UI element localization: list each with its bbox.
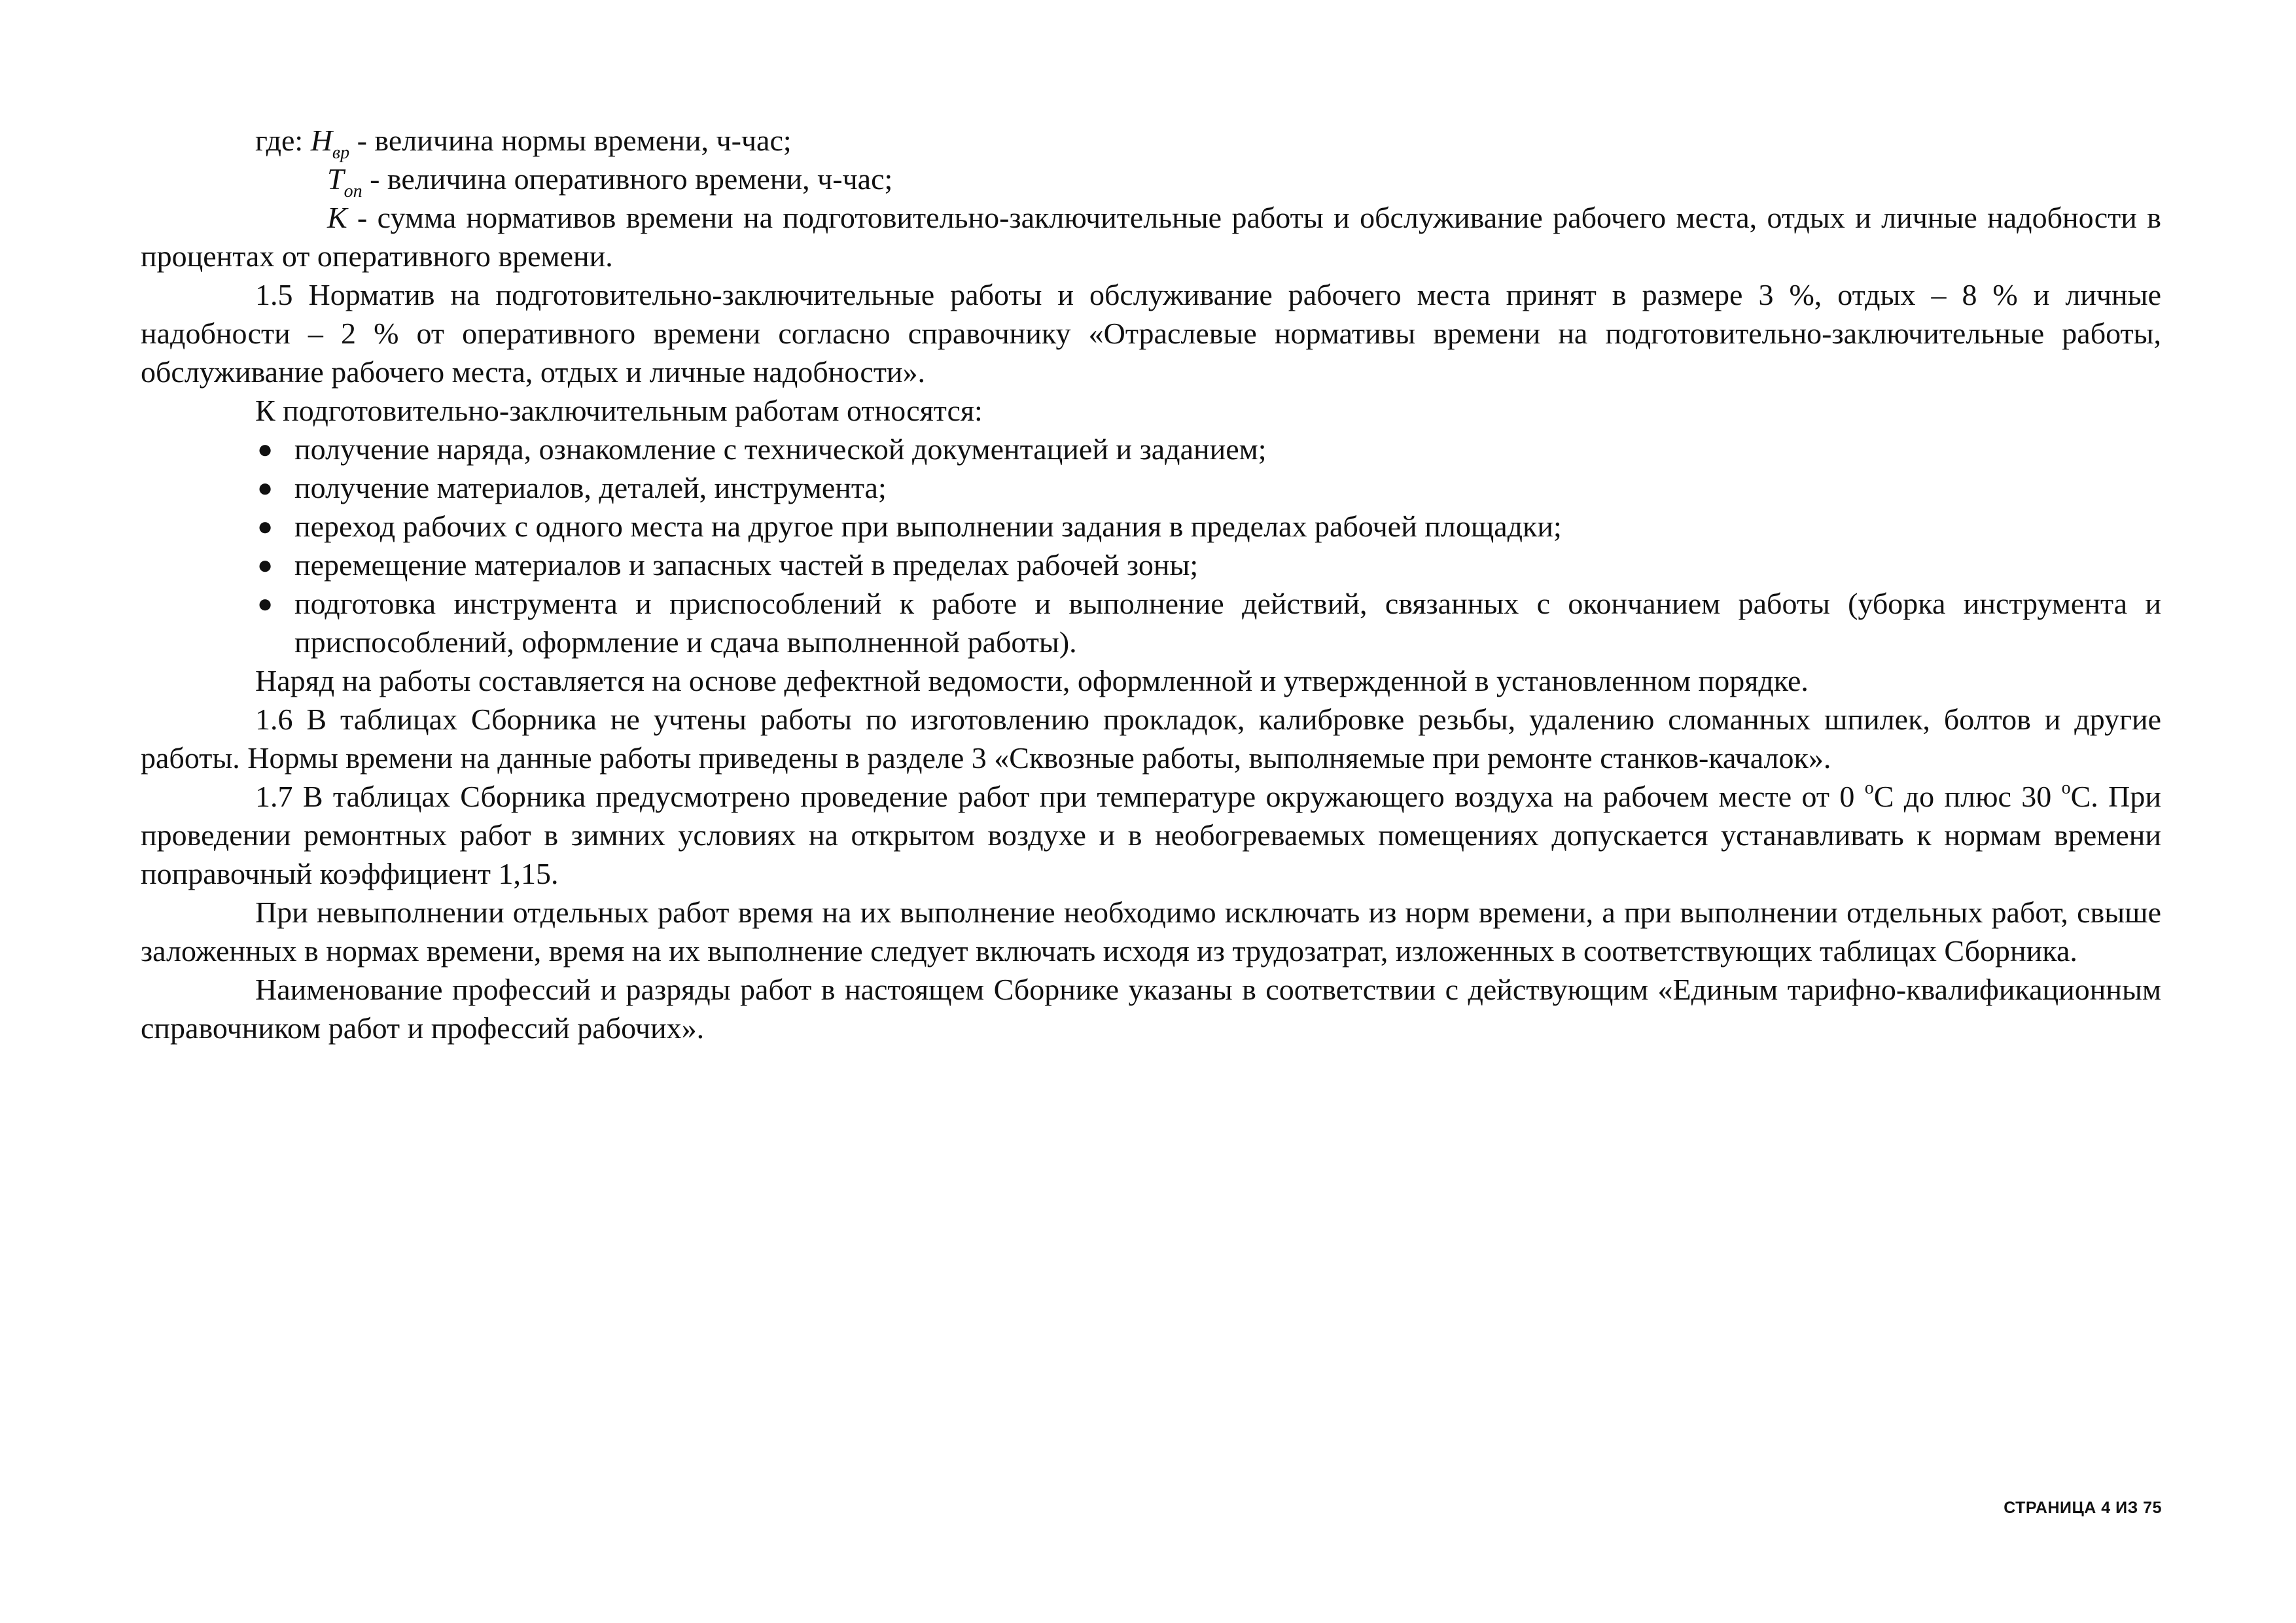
degree-mark: о (1864, 778, 1874, 798)
paragraph-nonperform: При невыполнении отдельных работ время на их выполнение необходимо исключать из норм времени, а при выполнении отдельных работ, свыше заложенных в нормах времени, время на их выполнение следует включать исходя из трудозатрат, изложенных в соответствующих таблицах Сборника. (141, 896, 2161, 968)
bullet-icon: ● (257, 473, 274, 502)
definition-t-text: - величина оперативного времени, ч-час; (362, 162, 893, 196)
definition-k-text: - сумма нормативов времени на подготовительно-заключительные работы и обслуживание рабочего места, отдых и личные надобности в процентах от оперативного времени. (141, 201, 2161, 273)
body-text (141, 121, 2161, 1047)
list-item-text: получение наряда, ознакомление с технической документацией и заданием; (294, 432, 1267, 466)
symbol-k: К (327, 201, 347, 234)
paragraph-1-7-part-c: С. При проведении ремонтных работ в зимних условиях на открытом воздухе и в необогреваемых помещениях допускается устанавливать к нормам времени поправочный коэффициент 1,15. (141, 780, 2161, 890)
list-item-text: подготовка инструмента и приспособлений к работе и выполнение действий, связанных с окончанием работы (уборка инструмента и приспособлений, оформление и сдача выполненной работы). (294, 587, 2161, 659)
page-number: СТРАНИЦА 4 ИЗ 75 (2004, 1499, 2162, 1517)
list-item (141, 468, 2161, 507)
prep-intro: К подготовительно-заключительным работам относятся: (255, 394, 983, 427)
list-item (141, 507, 2161, 546)
definition-k (141, 198, 2161, 275)
list-item (141, 430, 2161, 468)
order-note: Наряд на работы составляется на основе дефектной ведомости, оформленной и утвержденной в установленном порядке. (255, 664, 1809, 697)
bullet-icon: ● (257, 434, 274, 464)
definition-intro: где: (255, 124, 304, 157)
list-item (141, 584, 2161, 661)
symbol-t-subscript: оп (344, 181, 362, 201)
paragraph-1-6: 1.6 В таблицах Сборника не учтены работы по изготовлению прокладок, калибровке резьбы, удалению сломанных шпилек, болтов и другие работы. Нормы времени на данные работы приведены в разделе 3 «Сквозные работы, выполняемые при ремонте станков-качалок». (141, 703, 2161, 775)
bullet-icon: ● (257, 589, 274, 618)
paragraph-1-5: 1.5 Норматив на подготовительно-заключительные работы и обслуживание рабочего места принят в размере 3 %, отдых – 8 % и личные надобности – 2 % от оперативного времени согласно справочнику «Отраслевые нормативы времени на подготовительно-заключительные работы, обслуживание рабочего места, отдых и личные надобности». (141, 278, 2161, 389)
degree-mark: о (2061, 778, 2071, 798)
definition-h-text: - величина нормы времени, ч-час; (349, 124, 792, 157)
symbol-h-subscript: вр (332, 143, 350, 163)
paragraph-professions: Наименование профессий и разряды работ в настоящем Сборнике указаны в соответствии с действующим «Единым тарифно-квалификационным справочником работ и профессий рабочих». (141, 973, 2161, 1045)
list-item-text: переход рабочих с одного места на другое при выполнении задания в пределах рабочей площадки; (294, 510, 1562, 543)
paragraph-1-7-part-b: С до плюс 30 (1873, 780, 2062, 813)
paragraph-1-7-part-a: 1.7 В таблицах Сборника предусмотрено проведение работ при температуре окружающего воздуха на рабочем месте от 0 (255, 780, 1865, 813)
definition-t (141, 160, 2161, 201)
prep-work-list (141, 430, 2161, 661)
symbol-t: Т (327, 162, 344, 196)
bullet-icon: ● (257, 550, 274, 580)
list-item (141, 546, 2161, 584)
definition-h (141, 121, 2161, 163)
symbol-h: Н (310, 124, 332, 157)
list-item-text: перемещение материалов и запасных частей в пределах рабочей зоны; (294, 548, 1199, 582)
bullet-icon: ● (257, 512, 274, 541)
paragraph-1-7 (141, 777, 2161, 893)
list-item-text: получение материалов, деталей, инструмента; (294, 471, 887, 504)
